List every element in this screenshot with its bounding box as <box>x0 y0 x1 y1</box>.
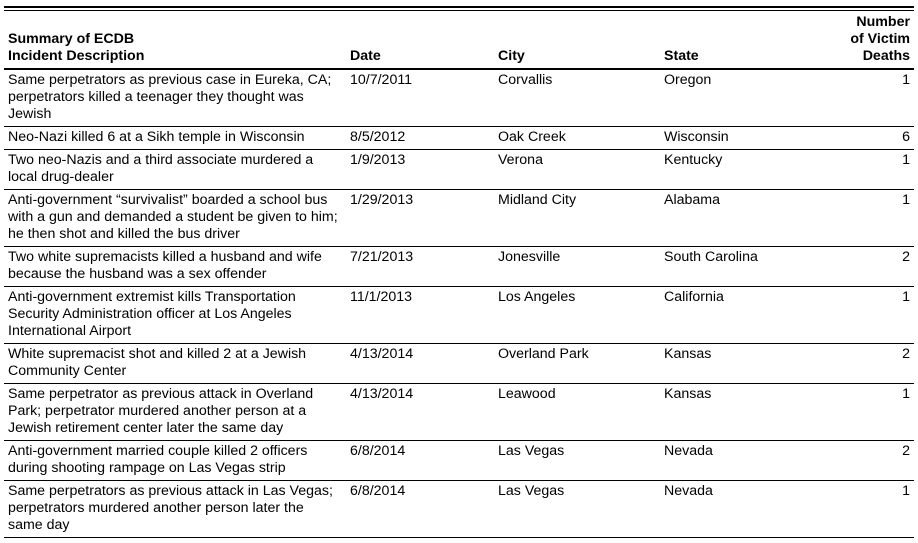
cell-city: Oak Creek <box>494 127 660 150</box>
cell-description: Same perpetrator as previous attack in Overland Park; perpetrator murdered another person at a Jewish retirement center later the same day <box>4 384 346 441</box>
cell-state: Kansas <box>660 344 809 384</box>
table-row <box>4 481 914 538</box>
table-row <box>4 150 914 190</box>
cell-deaths: 6 <box>809 127 914 150</box>
cell-state: Nevada <box>660 481 809 538</box>
cell-date: 11/1/2013 <box>346 287 494 344</box>
cell-date: 4/13/2014 <box>346 384 494 441</box>
cell-date: 8/5/2012 <box>346 127 494 150</box>
cell-deaths: 1 <box>809 287 914 344</box>
cell-description: Same perpetrators as previous case in Eureka, CA; perpetrators killed a teenager they thought was Jewish <box>4 69 346 127</box>
cell-description: White supremacist shot and killed 2 at a Jewish Community Center <box>4 344 346 384</box>
header-deaths-line1: Number <box>856 14 910 30</box>
cell-city: Los Angeles <box>494 287 660 344</box>
header-city: City <box>494 12 660 69</box>
cell-date: 4/13/2014 <box>346 344 494 384</box>
cell-description: Same perpetrators as previous attack in Las Vegas; perpetrators murdered another person later the same day <box>4 481 346 538</box>
table-header <box>4 12 914 69</box>
incident-table <box>4 12 914 538</box>
cell-date: 7/21/2013 <box>346 247 494 287</box>
header-deaths-line3: Deaths <box>862 48 910 64</box>
cell-date: 1/9/2013 <box>346 150 494 190</box>
table-body <box>4 69 914 538</box>
cell-date: 6/8/2014 <box>346 441 494 481</box>
table-row <box>4 384 914 441</box>
top-rule <box>4 6 914 8</box>
cell-deaths: 2 <box>809 247 914 287</box>
header-description-line2: Incident Description <box>8 48 145 64</box>
cell-description: Anti-government extremist kills Transportation Security Administration officer at Los Angeles International Airport <box>4 287 346 344</box>
cell-date: 10/7/2011 <box>346 69 494 127</box>
cell-description: Two neo-Nazis and a third associate murdered a local drug-dealer <box>4 150 346 190</box>
header-deaths-line2: of Victim <box>850 31 910 47</box>
cell-city: Overland Park <box>494 344 660 384</box>
top-rule-thin <box>4 10 914 11</box>
cell-city: Leawood <box>494 384 660 441</box>
table-row <box>4 190 914 247</box>
cell-state: Kansas <box>660 384 809 441</box>
cell-deaths: 1 <box>809 384 914 441</box>
table-row <box>4 344 914 384</box>
cell-state: Kentucky <box>660 150 809 190</box>
cell-city: Midland City <box>494 190 660 247</box>
cell-deaths: 2 <box>809 344 914 384</box>
cell-state: Nevada <box>660 441 809 481</box>
cell-city: Las Vegas <box>494 441 660 481</box>
header-description <box>4 12 346 69</box>
cell-city: Las Vegas <box>494 481 660 538</box>
cell-description: Anti-government married couple killed 2 officers during shooting rampage on Las Vegas strip <box>4 441 346 481</box>
table-row <box>4 287 914 344</box>
header-date: Date <box>346 12 494 69</box>
cell-state: Wisconsin <box>660 127 809 150</box>
table-row <box>4 69 914 127</box>
cell-description: Anti-government “survivalist” boarded a school bus with a gun and demanded a student be given to him; he then shot and killed the bus driver <box>4 190 346 247</box>
cell-state: Alabama <box>660 190 809 247</box>
cell-description: Two white supremacists killed a husband and wife because the husband was a sex offender <box>4 247 346 287</box>
table-row <box>4 127 914 150</box>
header-row <box>4 12 914 69</box>
table-row <box>4 441 914 481</box>
cell-deaths: 1 <box>809 150 914 190</box>
table-row <box>4 247 914 287</box>
cell-deaths: 1 <box>809 69 914 127</box>
cell-description: Neo-Nazi killed 6 at a Sikh temple in Wisconsin <box>4 127 346 150</box>
cell-deaths: 2 <box>809 441 914 481</box>
header-description-line1: Summary of ECDB <box>8 31 135 47</box>
cell-state: South Carolina <box>660 247 809 287</box>
cell-date: 1/29/2013 <box>346 190 494 247</box>
cell-deaths: 1 <box>809 481 914 538</box>
cell-city: Corvallis <box>494 69 660 127</box>
cell-state: California <box>660 287 809 344</box>
cell-city: Verona <box>494 150 660 190</box>
cell-state: Oregon <box>660 69 809 127</box>
header-deaths <box>809 12 914 69</box>
cell-deaths: 1 <box>809 190 914 247</box>
cell-date: 6/8/2014 <box>346 481 494 538</box>
cell-city: Jonesville <box>494 247 660 287</box>
header-state: State <box>660 12 809 69</box>
